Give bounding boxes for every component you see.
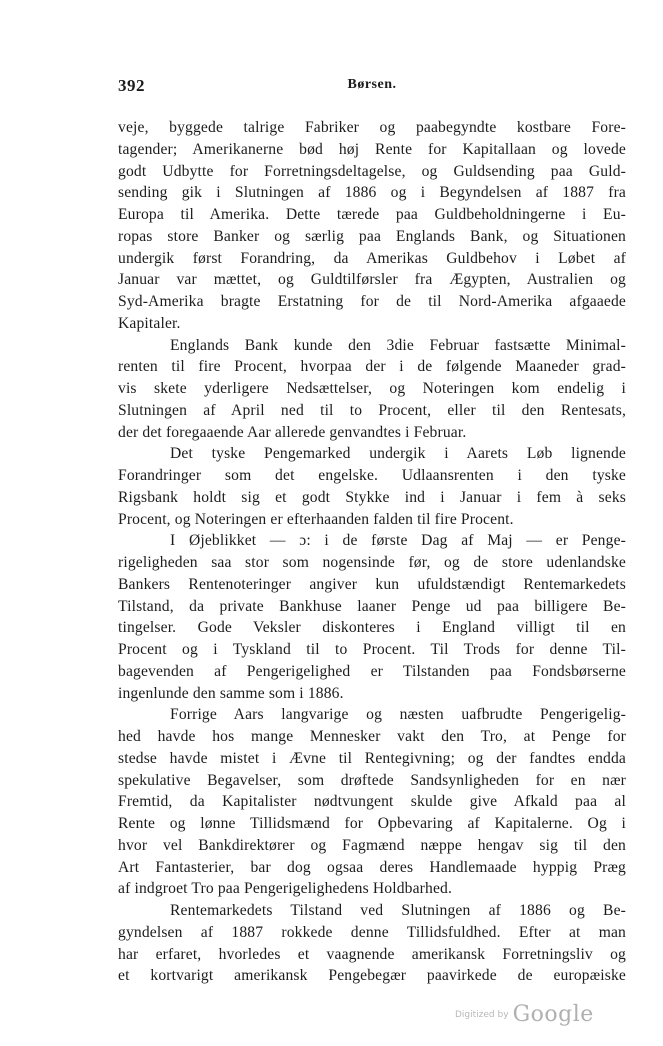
text-line: Rentemarkedets Tilstand ved Slutningen af 1886 og Be- <box>170 902 626 919</box>
text-line: Bankers Rentenoteringer angiver kun ufuldstændigt Rentemarkedets <box>118 575 626 593</box>
text-line: Januar var mættet, og Guldtilførsler fra Ægypten, Australien og <box>118 271 626 289</box>
text-line: tingelser. Gode Veksler diskonteres i England villigt til en <box>118 619 626 637</box>
text-line: Rente og lønne Tillidsmænd for Opbevaring af Kapitalerne. Og i <box>118 815 626 832</box>
paragraph <box>118 704 626 900</box>
text-line: bagevenden af Pengerigelighed er Tilstanden paa Fondsbørserne <box>118 662 626 680</box>
text-line: undergik først Forandring, da Amerikas Guldbehov i Løbet af <box>118 249 626 267</box>
page-number: 392 <box>118 76 145 95</box>
text-line: Forrige Aars langvarige og næsten uafbrudte Pengerigelig- <box>170 706 626 724</box>
text-line: Europa til Amerika. Dette tærede paa Guldbeholdningerne i Eu- <box>118 206 626 223</box>
text-line: gyndelsen af 1887 rokkede denne Tillidsfuldhed. Efter at man <box>118 923 626 941</box>
text-line: Slutningen af April ned til to Procent, eller til den Rentesats, <box>118 401 626 419</box>
text-line: hed havde hos mange Mennesker vakt den Tro, at Penge for <box>118 728 626 745</box>
text-line: Fremtid, da Kapitalister nødtvungent skulde give Afkald paa al <box>118 793 626 811</box>
text-line: Rigsbank holdt sig et godt Stykke ind i Januar i fem à seks <box>118 488 626 506</box>
text-line: stedse havde mistet i Ævne til Rentegivning; og der fandtes endda <box>118 749 626 767</box>
text-line: Kapitaler. <box>118 314 181 332</box>
text-line: I Øjeblikket — ɔ: i de første Dag af Maj — er Penge- <box>170 532 626 550</box>
text-line: Englands Bank kunde den 3die Februar fastsætte Minimal- <box>170 336 626 354</box>
google-logo: Google <box>512 1002 594 1027</box>
text-line: rigeligheden saa stor som nogensinde før, og de store udenlandske <box>118 554 626 571</box>
paragraph <box>118 530 626 704</box>
text-line: hvor vel Bankdirektører og Fagmænd næppe hengav sig til den <box>118 836 626 854</box>
page-header <box>118 76 626 96</box>
text-line: tagender; Amerikanerne bød høj Rente for Kapitallaan og lovede <box>118 140 626 158</box>
text-line: vis skete yderligere Nedsættelser, og Noteringen kom endelig i <box>118 380 626 397</box>
text-line: spekulative Begavelser, som drøftede Sandsynligheden for en nær <box>118 771 626 789</box>
text-line: Art Fantasterier, bar dog ogsaa deres Handlemaade hyppig Præg <box>118 858 626 876</box>
text-line: Forandringer som det engelske. Udlaansrenten i den tyske <box>118 467 626 484</box>
paragraph <box>118 117 626 335</box>
text-line: af indgroet Tro paa Pengerigelighedens Holdbarhed. <box>118 880 453 898</box>
paragraph <box>118 900 626 987</box>
text-line: ingenlunde den samme som i 1886. <box>118 684 344 702</box>
text-line: sending gik i Slutningen af 1886 og i Begyndelsen af 1887 fra <box>118 184 626 202</box>
text-line: Procent og i Tyskland til to Procent. Til Trods for denne Til- <box>118 641 626 658</box>
text-line: renten til fire Procent, hvorpaa der i de følgende Maaneder grad- <box>118 358 626 376</box>
text-line: der det foregaaende Aar allerede genvandtes i Februar. <box>118 423 467 441</box>
text-line: Procent, og Noteringen er efterhaanden falden til fire Procent. <box>118 510 514 528</box>
body-text <box>118 117 626 987</box>
running-title: Børsen. <box>347 77 397 92</box>
text-line: ropas store Banker og særlig paa Englands Bank, og Situationen <box>118 227 626 245</box>
text-line: et kortvarigt amerikansk Pengebegær paavirkede de europæiske <box>118 967 626 985</box>
digitized-by-google-watermark <box>455 1002 594 1032</box>
text-line: Syd-Amerika bragte Erstatning for de til Nord-Amerika afgaaede <box>118 293 626 310</box>
text-line: godt Udbytte for Forretningsdeltagelse, og Guldsending paa Guld- <box>118 162 626 180</box>
digitized-by-label: Digitized by <box>455 1010 509 1020</box>
text-line: har erfaret, hvorledes et vaagnende amerikansk Forretningsliv og <box>118 945 626 963</box>
paragraph <box>118 335 626 444</box>
text-line: Det tyske Pengemarked undergik i Aarets Løb lignende <box>170 445 626 463</box>
text-line: veje, byggede talrige Fabriker og paabegyndte kostbare Fore- <box>118 119 626 136</box>
text-line: Tilstand, da private Bankhuse laaner Penge ud paa billigere Be- <box>118 597 626 615</box>
paragraph <box>118 443 626 530</box>
